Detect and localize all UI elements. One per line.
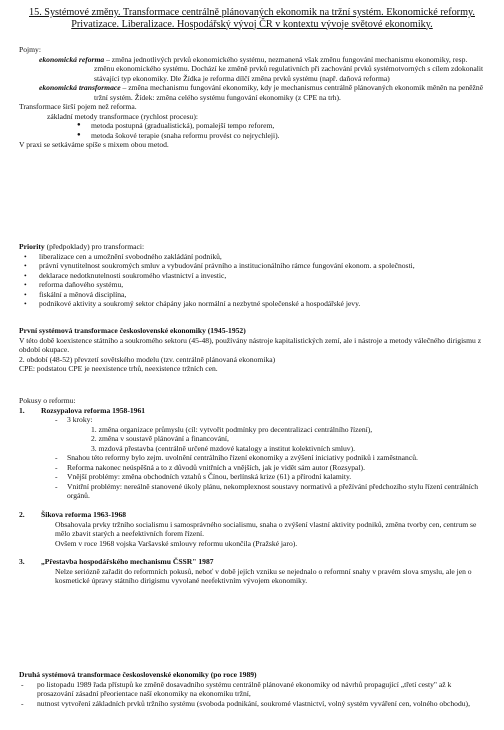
reform-number: 3. xyxy=(19,557,25,567)
definition-term: ekonomická transformace xyxy=(39,83,121,93)
list-item: • liberalizace cen a umožnění svobodného zakládání podniků, xyxy=(19,252,489,262)
list-item: • reforma daňového systému, xyxy=(19,280,489,290)
section-priority xyxy=(19,242,489,309)
list-item: 1. změna organizace průmyslu (cíl: vytvořit podmínky pro decentralizaci centrálního řízení), xyxy=(91,424,373,434)
definition-reforma xyxy=(19,55,489,84)
transformace-note: Transformace širší pojem než reforma. xyxy=(19,102,137,112)
reform-1-points xyxy=(19,453,489,501)
reform-title: Rozsypalova reforma 1958-1961 xyxy=(41,405,146,415)
methods-intro: základní metody transformace (rychlost procesu): xyxy=(47,111,198,121)
priority-heading xyxy=(19,242,489,252)
list-item: • fiskální a měnová disciplína, xyxy=(19,290,489,300)
list-item: 2. změna v soustavě plánování a financování, xyxy=(91,434,229,444)
paragraph: Ovšem v roce 1968 vojska Varšavské smlouvy reformu ukončila (Pražské jaro). xyxy=(55,538,298,548)
reform-1-steps-intro xyxy=(19,415,489,425)
list-item: ● metoda šokové terapie (snaha reformu provést co nejrychleji). xyxy=(77,131,489,141)
section-pojmy xyxy=(19,45,489,150)
definition-text: – změna mechanismu fungování ekonomiky, kdy je mechanismus centrálně plánovaných ekonomik měněn na peněžně tržní systém. Žídek: změna celého systému fungování ekonomiky (z CPE na trh). xyxy=(94,83,484,102)
definition-term: ekonomická reforma xyxy=(39,54,105,64)
list-item: • deklarace nedotknutelnosti soukromého vlastnictví a investic, xyxy=(19,271,489,281)
definition-transformace xyxy=(19,83,489,102)
list-item: 3. mzdová přestavba (centrálně určené mzdové katalogy a institut kolektivních smluv). xyxy=(91,443,356,453)
paragraph: Nelze seriózně zařadit do reformních pokusů, neboť v době jejích vzniku se nejednalo o reformní snahy v pravém slova smyslu, ale jen o kosmetické úpravy státního dirigismu vyvolané neefektivním vývojem ekonomiky. xyxy=(55,566,472,586)
reform-1-heading xyxy=(19,406,489,416)
reform-number: 1. xyxy=(19,405,25,415)
section-heading: Druhá systémová transformace československé ekonomiky (po roce 1989) xyxy=(19,670,257,679)
reform-1-steps xyxy=(19,425,489,454)
list-item: - Vnější problémy: změna obchodních vztahů s Čínou, berlínská krize (61) a přírodní kalamity. xyxy=(55,472,489,482)
priority-list xyxy=(19,252,489,309)
list-item: - Vnitřní problémy: nereálně stanovené úkoly plánu, nekomplexnost soustavy normativů a přežívání předchozího stylu řízení centrálních orgánů. xyxy=(55,482,489,501)
section-second-transformation xyxy=(19,670,489,708)
paragraph: Obsahovala prvky tržního socialismu i samosprávného socialismu, snaha o zvýšení vlastní aktivity podniků, změna tvorby cen, centrum se mělo zbavit starých a neefektivních forem řízení. xyxy=(55,519,477,539)
reform-3-heading xyxy=(19,557,489,567)
paragraph: 2. období (48-52) převzetí sovětského modelu (tzv. centrálně plánovaná ekonomika) xyxy=(19,354,276,364)
pojmy-heading: Pojmy: xyxy=(19,45,41,54)
second-points xyxy=(19,680,489,709)
paragraph: V této době koexistence státního a soukromého sektoru (45-48), používány nástroje kapitalistických zemí, ale i nástroje a metody válečného dirigismu z období okupace. xyxy=(19,335,482,355)
list-item: • podnikové aktivity a soukromý sektor chápány jako normální a nezbytné společenské a hospodářské jevy. xyxy=(19,299,489,309)
priority-label: Priority xyxy=(19,242,45,251)
practice-note: V praxi se setkáváme spíše s mixem obou metod. xyxy=(19,140,169,150)
reform-2-heading xyxy=(19,510,489,520)
reform-number: 2. xyxy=(19,510,25,520)
definition-text: – změna jednotlivých prvků ekonomického systému, nezmanená však změnu fungování mechanismu ekonomiky, resp. změnu ekonomického systému. Dochází ke změně prvků regulativních při zachování prvků systémotvorných s cílem zdokonalit stávající typ ekonomiky. Dle Žídka je reforma dílčí změna prvků systému (např. daňová reforma) xyxy=(94,54,484,83)
section-heading: První systémová transformace československé ekonomiky (1945-1952) xyxy=(19,326,246,335)
reform-title: „Přestavba hospodářského mechanismu ČSSR" 1987 xyxy=(41,557,214,567)
list-item: • právní vynutitelnost soukromých smluv a vybudování právního a institucionálního rámce fungování ekonom. a společnosti, xyxy=(19,261,489,271)
list-item: - po listopadu 1989 řada přístupů ke změně dosavadního systému centrálně plánované ekonomiky od návrhů propagující „třetí cesty" až k prosazování zásadní přeorientace naší ekonomiky na ekonomiku tržní, xyxy=(19,680,489,699)
methods-list xyxy=(19,121,489,140)
page-title: 15. Systémové změny. Transformace centrálně plánovaných ekonomik na tržní systém. Ekonomické reformy. Privatizace. Liberalizace. Hospodářský vývoj ČR v kontextu vývoje světové ekonomiky. xyxy=(29,7,475,30)
priority-subtitle: (předpoklady) pro transformaci: xyxy=(46,242,145,251)
section-heading: Pokusy o reformu: xyxy=(19,396,76,405)
list-item: - 3 kroky: xyxy=(55,415,489,425)
list-item: - Snahou této reformy bylo zejm. uvolnění centrálního řízení ekonomiky a zvýšení iniciativy podniků i zaměstnanců. xyxy=(55,453,489,463)
list-item: ● metoda postupná (gradualistická), pomalejší tempo reforem, xyxy=(77,121,489,131)
reform-title: Šikova reforma 1963-1968 xyxy=(41,510,127,520)
list-item: - nutnost vytvoření základních prvků tržního systému (svoboda podnikání, soukromé vlastnictví, volný systém vyváření cen, volného obchodu), xyxy=(19,699,489,709)
list-item: - Reforma nakonec neúspěšná a to z důvodů vnitřních a vnějších, jak je vidět sám autor (Rozsypal). xyxy=(55,463,489,473)
section-first-transformation xyxy=(19,326,489,374)
paragraph: CPE: podstatou CPE je neexistence trhů, neexistence tržních cen. xyxy=(19,364,218,374)
section-reform-attempts xyxy=(19,396,489,586)
